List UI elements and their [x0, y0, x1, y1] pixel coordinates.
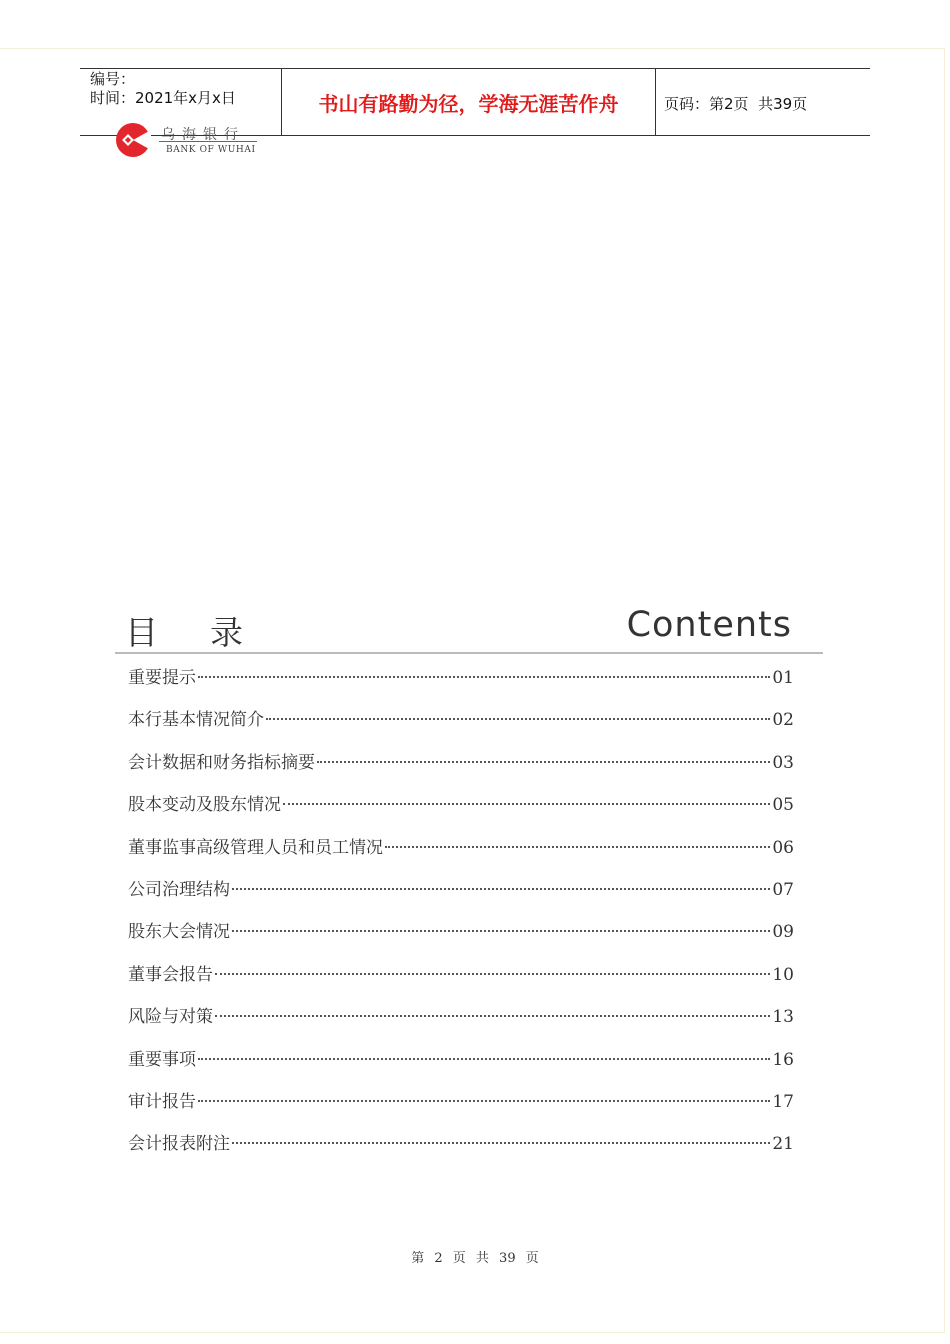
logo-rule	[159, 141, 257, 142]
toc-item-label: 会计数据和财务指标摘要	[128, 752, 315, 773]
date-label: 时间：2021年x月x日	[90, 89, 236, 107]
toc-item[interactable]	[128, 1044, 794, 1086]
toc-item[interactable]	[128, 704, 794, 746]
toc-item-page: 10	[772, 964, 794, 985]
toc-item-page: 02	[772, 710, 794, 731]
toc-item[interactable]	[128, 662, 794, 704]
toc-item-label: 会计报表附注	[128, 1134, 230, 1155]
toc-item-label: 公司治理结构	[128, 879, 230, 900]
toc-item-page: 01	[772, 668, 794, 688]
toc-item-label: 重要提示	[128, 668, 196, 688]
toc-title-en: Contents	[626, 605, 792, 645]
toc-leader-dots	[232, 1142, 770, 1144]
toc-item[interactable]	[128, 916, 794, 958]
page-footer: 第 2 页 共 39 页	[411, 1251, 539, 1266]
toc-rule	[115, 652, 823, 654]
toc-item-label: 董事监事高级管理人员和员工情况	[128, 837, 383, 858]
toc-item-page: 05	[772, 795, 794, 816]
toc-item-page: 21	[772, 1134, 794, 1155]
toc-item-label: 本行基本情况简介	[128, 710, 264, 731]
toc-item[interactable]	[128, 874, 794, 916]
header-meta	[90, 70, 280, 108]
header-top-rule	[80, 68, 870, 69]
toc-item-label: 重要事项	[128, 1049, 196, 1070]
toc-leader-dots	[198, 1058, 770, 1060]
bank-logo	[115, 120, 265, 160]
toc-list	[128, 662, 794, 1171]
toc-leader-dots	[232, 930, 770, 932]
header-page-info: 页码：第2页 共39页	[664, 95, 808, 113]
toc-item[interactable]	[128, 747, 794, 789]
toc-item[interactable]	[128, 789, 794, 831]
toc-item[interactable]	[128, 1001, 794, 1043]
toc-leader-dots	[198, 676, 770, 678]
toc-item-page: 07	[772, 879, 794, 900]
bank-logo-icon	[115, 122, 151, 158]
toc-leader-dots	[283, 803, 770, 805]
toc-item-page: 06	[772, 837, 794, 858]
toc-leader-dots	[317, 761, 770, 763]
toc-item-page: 09	[772, 922, 794, 943]
serial-label: 编号：	[90, 70, 136, 88]
toc-leader-dots	[215, 1015, 770, 1017]
toc-item[interactable]	[128, 1128, 794, 1170]
toc-item-page: 17	[772, 1091, 794, 1112]
toc-leader-dots	[198, 1100, 770, 1102]
toc-item-page: 13	[772, 1007, 794, 1028]
header-motto: 书山有路勤为径，学海无涯苦作舟	[318, 92, 619, 116]
toc-item-label: 董事会报告	[128, 964, 213, 985]
toc-item[interactable]	[128, 832, 794, 874]
toc-item-page: 03	[772, 752, 794, 773]
toc-leader-dots	[266, 718, 770, 720]
header-divider	[655, 68, 656, 135]
toc-leader-dots	[232, 888, 770, 890]
toc-item[interactable]	[128, 959, 794, 1001]
toc-leader-dots	[385, 846, 770, 848]
toc-item-label: 审计报告	[128, 1091, 196, 1112]
toc-title-cn: 目录	[125, 613, 295, 652]
bank-name-cn: 乌海银行	[161, 127, 245, 143]
toc-item-label: 股东大会情况	[128, 922, 230, 943]
bank-name-en: BANK OF WUHAI	[166, 145, 256, 155]
toc-item[interactable]	[128, 1086, 794, 1128]
toc-item-label: 风险与对策	[128, 1007, 213, 1028]
toc-item-label: 股本变动及股东情况	[128, 795, 281, 816]
toc-item-page: 16	[772, 1049, 794, 1070]
toc-leader-dots	[215, 973, 770, 975]
